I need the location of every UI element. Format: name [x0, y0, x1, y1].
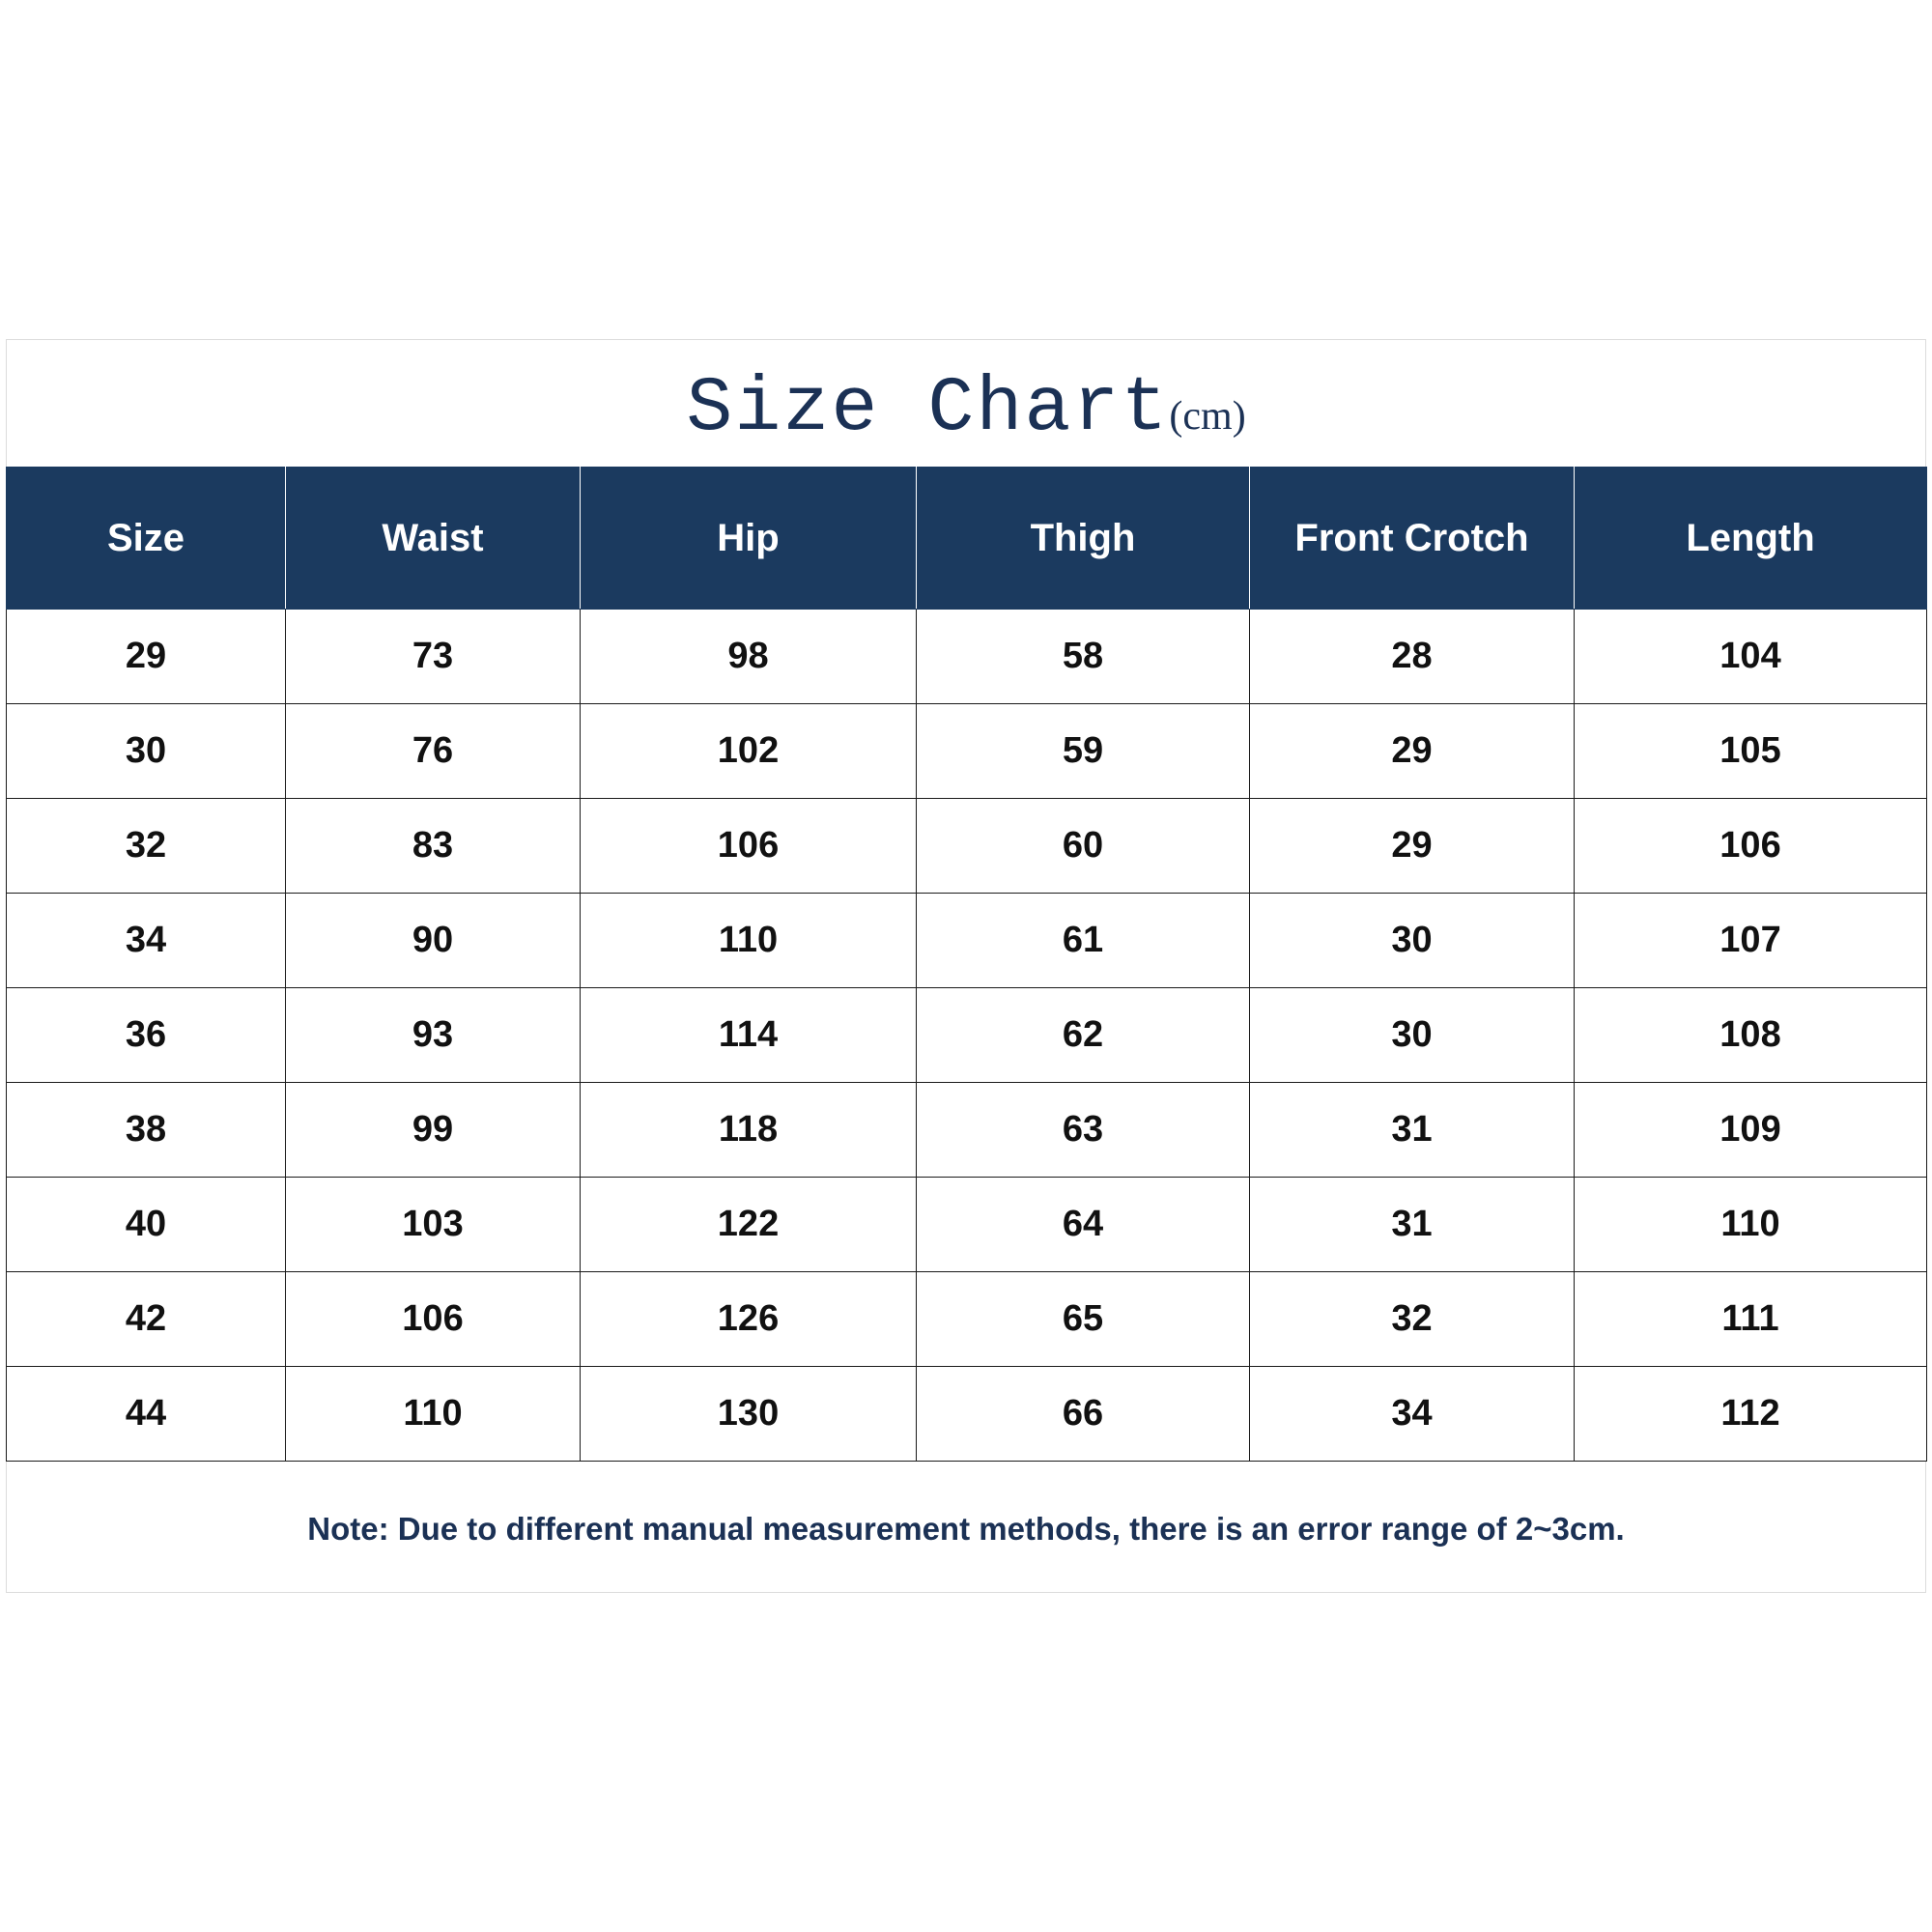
cell-front-crotch: 28	[1250, 610, 1575, 704]
cell-waist: 73	[286, 610, 581, 704]
cell-waist: 76	[286, 704, 581, 799]
cell-hip: 114	[581, 988, 917, 1083]
cell-hip: 122	[581, 1178, 917, 1272]
cell-size: 36	[7, 988, 286, 1083]
cell-thigh: 61	[917, 894, 1250, 988]
header-row	[7, 468, 1927, 610]
cell-thigh: 58	[917, 610, 1250, 704]
measurement-note: Note: Due to different manual measurement methods, there is an error range of 2~3cm.	[307, 1511, 1625, 1547]
cell-length: 104	[1575, 610, 1927, 704]
cell-size: 44	[7, 1367, 286, 1462]
column-header-front-crotch: Front Crotch	[1250, 468, 1575, 610]
cell-length: 108	[1575, 988, 1927, 1083]
cell-thigh: 62	[917, 988, 1250, 1083]
cell-waist: 99	[286, 1083, 581, 1178]
table-header	[7, 468, 1927, 610]
cell-hip: 98	[581, 610, 917, 704]
cell-front-crotch: 32	[1250, 1272, 1575, 1367]
column-header-thigh: Thigh	[917, 468, 1250, 610]
cell-front-crotch: 29	[1250, 704, 1575, 799]
cell-waist: 83	[286, 799, 581, 894]
cell-waist: 93	[286, 988, 581, 1083]
table-row	[7, 1178, 1927, 1272]
table-row	[7, 704, 1927, 799]
column-header-waist: Waist	[286, 468, 581, 610]
cell-thigh: 66	[917, 1367, 1250, 1462]
cell-front-crotch: 31	[1250, 1083, 1575, 1178]
page-title	[7, 365, 1925, 453]
cell-length: 105	[1575, 704, 1927, 799]
cell-length: 106	[1575, 799, 1927, 894]
cell-waist: 103	[286, 1178, 581, 1272]
table-row	[7, 799, 1927, 894]
cell-size: 38	[7, 1083, 286, 1178]
title-main: Size Chart	[686, 365, 1170, 453]
cell-size: 40	[7, 1178, 286, 1272]
cell-hip: 118	[581, 1083, 917, 1178]
column-header-hip: Hip	[581, 468, 917, 610]
cell-size: 32	[7, 799, 286, 894]
cell-hip: 106	[581, 799, 917, 894]
cell-waist: 110	[286, 1367, 581, 1462]
cell-length: 111	[1575, 1272, 1927, 1367]
cell-front-crotch: 30	[1250, 894, 1575, 988]
table-row	[7, 610, 1927, 704]
cell-thigh: 60	[917, 799, 1250, 894]
cell-thigh: 64	[917, 1178, 1250, 1272]
cell-length: 109	[1575, 1083, 1927, 1178]
cell-thigh: 65	[917, 1272, 1250, 1367]
cell-hip: 102	[581, 704, 917, 799]
cell-waist: 90	[286, 894, 581, 988]
table-body	[7, 610, 1927, 1462]
cell-size: 30	[7, 704, 286, 799]
cell-thigh: 59	[917, 704, 1250, 799]
cell-size: 29	[7, 610, 286, 704]
size-table	[6, 467, 1927, 1462]
cell-hip: 110	[581, 894, 917, 988]
cell-front-crotch: 31	[1250, 1178, 1575, 1272]
cell-hip: 126	[581, 1272, 917, 1367]
table-row	[7, 894, 1927, 988]
title-unit: (cm)	[1169, 394, 1246, 439]
cell-hip: 130	[581, 1367, 917, 1462]
cell-front-crotch: 34	[1250, 1367, 1575, 1462]
cell-thigh: 63	[917, 1083, 1250, 1178]
column-header-length: Length	[1575, 468, 1927, 610]
cell-front-crotch: 30	[1250, 988, 1575, 1083]
table-row	[7, 1272, 1927, 1367]
size-chart-frame	[6, 339, 1926, 1593]
cell-size: 42	[7, 1272, 286, 1367]
cell-length: 112	[1575, 1367, 1927, 1462]
title-row	[7, 340, 1925, 467]
table-row	[7, 1083, 1927, 1178]
cell-length: 110	[1575, 1178, 1927, 1272]
cell-size: 34	[7, 894, 286, 988]
cell-front-crotch: 29	[1250, 799, 1575, 894]
cell-length: 107	[1575, 894, 1927, 988]
cell-waist: 106	[286, 1272, 581, 1367]
table-row	[7, 988, 1927, 1083]
table-row	[7, 1367, 1927, 1462]
column-header-size: Size	[7, 468, 286, 610]
